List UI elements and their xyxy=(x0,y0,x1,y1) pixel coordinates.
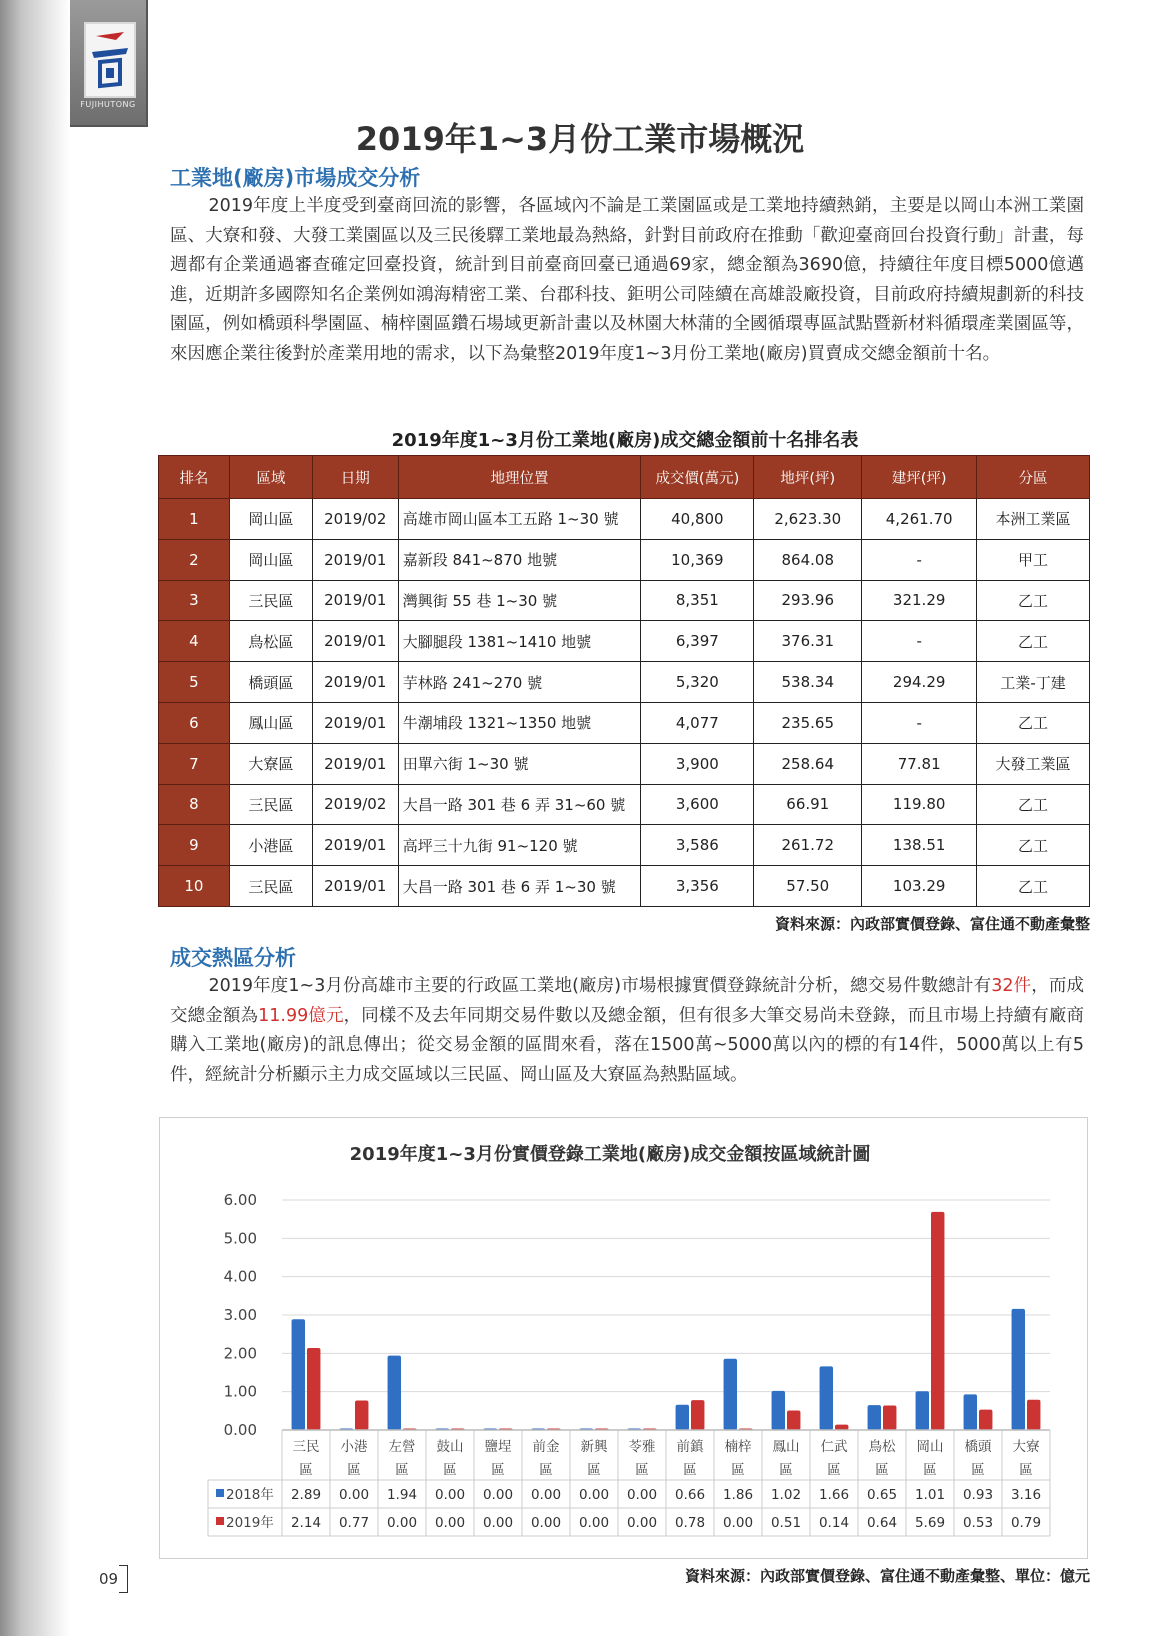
top-ten-ranking-table xyxy=(158,455,1090,907)
table-row xyxy=(159,866,1090,907)
x-tick-label-suffix: 區 xyxy=(395,1462,409,1478)
table-cell: 10,369 xyxy=(641,539,754,580)
table-cell: 40,800 xyxy=(641,499,754,540)
data-label: 1.01 xyxy=(914,1487,946,1503)
x-tick-label-suffix: 區 xyxy=(491,1462,505,1478)
table-cell: 田單六街 1~30 號 xyxy=(398,743,641,784)
section-paragraph-market-overview: 2019年度上半度受到臺商回流的影響，各區域內不論是工業園區或是工業地持續熱銷，主要是以岡山本洲工業園區、大寮和發、大發工業園區以及三民後驛工業地最為熱絡，針對目前政府在推動「歡迎臺商回台投資行動」計畫，每週都有企業通過審查確定回臺投資，統計到目前臺商回臺已通過69家，總金額為3690億，持續往年度目標5000億邁進，近期許多國際知名企業例如鴻海精密工業、台郡科技、鉅明公司陸續在高雄設廠投資，目前政府持續規劃新的科技園區，例如橋頭科學園區、楠梓園區鑽石場域更新計畫以及林園大林蒲的全國循環專區試點暨新材料循環產業園區等，來因應企業往後對於產業用地的需求，以下為彙整2019年度1~3月份工業地(廠房)買賣成交總金額前十名。 xyxy=(170,196,1084,364)
rank-cell: 8 xyxy=(159,784,230,825)
data-label: 0.00 xyxy=(434,1515,466,1531)
chart-source-note: 資料來源：內政部實價登錄、富住通不動產彙整、單位：億元 xyxy=(684,1567,1090,1585)
table-cell: - xyxy=(862,621,977,662)
data-label: 0.00 xyxy=(338,1487,370,1503)
x-tick-label: 大寮 xyxy=(1012,1439,1040,1455)
data-label: 0.00 xyxy=(482,1515,514,1531)
x-tick-label-suffix: 區 xyxy=(923,1462,937,1478)
table-cell: 6,397 xyxy=(641,621,754,662)
bar-2018年-鳥松區 xyxy=(868,1405,881,1430)
bar-2019年-橋頭區 xyxy=(979,1410,992,1430)
table-cell: 2019/01 xyxy=(312,662,398,703)
rank-cell: 6 xyxy=(159,702,230,743)
table-cell: 大發工業區 xyxy=(977,743,1090,784)
bar-2019年-三民區 xyxy=(307,1348,320,1430)
table-cell: 小港區 xyxy=(229,825,312,866)
data-label: 2.14 xyxy=(290,1515,322,1531)
table-cell: 864.08 xyxy=(754,539,862,580)
table-cell: 芋林路 241~270 號 xyxy=(398,662,641,703)
x-tick-label-suffix: 區 xyxy=(635,1462,649,1478)
bar-2019年-鳥松區 xyxy=(883,1405,896,1430)
chart-title: 2019年度1~3月份實價登錄工業地(廠房)成交金額按區域統計圖 xyxy=(349,1144,871,1165)
data-label: 0.14 xyxy=(818,1515,850,1531)
table-cell: 538.34 xyxy=(754,662,862,703)
table-cell: 灣興街 55 巷 1~30 號 xyxy=(398,580,641,621)
data-label: 1.66 xyxy=(818,1487,850,1503)
data-label: 1.94 xyxy=(386,1487,418,1503)
legend-swatch-2019年 xyxy=(216,1517,224,1525)
table-cell: 3,900 xyxy=(641,743,754,784)
bar-2019年-鳳山區 xyxy=(787,1410,800,1430)
page-number: 09 xyxy=(99,1570,119,1588)
bar-2018年-楠梓區 xyxy=(724,1359,737,1430)
table-cell: 3,586 xyxy=(641,825,754,866)
table-cell: 2019/02 xyxy=(312,784,398,825)
table-cell: 2019/01 xyxy=(312,580,398,621)
company-logo xyxy=(70,0,148,127)
data-label: 0.53 xyxy=(962,1515,994,1531)
table-cell: 三民區 xyxy=(229,580,312,621)
data-label: 0.51 xyxy=(770,1515,802,1531)
table-cell: 321.29 xyxy=(862,580,977,621)
x-tick-label-suffix: 區 xyxy=(347,1462,361,1478)
data-label: 0.00 xyxy=(626,1487,658,1503)
table-cell: 2019/01 xyxy=(312,743,398,784)
table-cell: 三民區 xyxy=(229,866,312,907)
table-cell: 乙工 xyxy=(977,866,1090,907)
y-tick-label: 1.00 xyxy=(223,1382,257,1401)
table-cell: 本洲工業區 xyxy=(977,499,1090,540)
x-tick-label: 鳳山 xyxy=(772,1439,800,1455)
data-label: 0.65 xyxy=(866,1487,898,1503)
table-cell: 66.91 xyxy=(754,784,862,825)
table-row xyxy=(159,580,1090,621)
table-cell: - xyxy=(862,702,977,743)
district-amount-chart xyxy=(159,1117,1088,1559)
column-header: 分區 xyxy=(977,456,1090,499)
bar-2018年-岡山區 xyxy=(916,1391,929,1430)
table-cell: 3,600 xyxy=(641,784,754,825)
data-label: 0.00 xyxy=(434,1487,466,1503)
bar-2018年-大寮區 xyxy=(1012,1309,1025,1430)
table-cell: - xyxy=(862,539,977,580)
x-tick-label-suffix: 區 xyxy=(539,1462,553,1478)
table-row xyxy=(159,621,1090,662)
data-label: 1.86 xyxy=(722,1487,754,1503)
table-cell: 3,356 xyxy=(641,866,754,907)
page-number-bracket xyxy=(119,1565,128,1593)
data-label: 0.79 xyxy=(1010,1515,1042,1531)
x-tick-label-suffix: 區 xyxy=(299,1462,313,1478)
table-cell: 大寮區 xyxy=(229,743,312,784)
bar-2019年-小港區 xyxy=(355,1400,368,1430)
bar-2018年-三民區 xyxy=(292,1319,305,1430)
column-header: 排名 xyxy=(159,456,230,499)
table-cell: 大腳腿段 1381~1410 地號 xyxy=(398,621,641,662)
bar-2018年-前鎮區 xyxy=(676,1405,689,1430)
table-cell: 258.64 xyxy=(754,743,862,784)
data-label: 0.00 xyxy=(482,1487,514,1503)
table-cell: 138.51 xyxy=(862,825,977,866)
table-cell: 77.81 xyxy=(862,743,977,784)
table-cell: 牛潮埔段 1321~1350 地號 xyxy=(398,702,641,743)
table-cell: 293.96 xyxy=(754,580,862,621)
section-heading-hot-zone-analysis: 成交熱區分析 xyxy=(170,946,296,970)
table-cell: 8,351 xyxy=(641,580,754,621)
y-tick-label: 5.00 xyxy=(223,1229,257,1248)
x-tick-label: 前鎮 xyxy=(676,1439,704,1455)
table-cell: 2019/01 xyxy=(312,621,398,662)
x-tick-label: 鹽埕 xyxy=(484,1439,512,1455)
rank-cell: 3 xyxy=(159,580,230,621)
table-cell: 235.65 xyxy=(754,702,862,743)
y-tick-label: 3.00 xyxy=(223,1306,257,1324)
paragraph-text: ，而成交總金額為 xyxy=(170,976,1085,1026)
x-tick-label-suffix: 區 xyxy=(731,1462,745,1478)
table-cell: 工業-丁建 xyxy=(977,662,1090,703)
y-tick-label: 0.00 xyxy=(223,1421,257,1439)
column-header: 成交價(萬元) xyxy=(641,456,754,499)
table-cell: 乙工 xyxy=(977,825,1090,866)
table-cell: 261.72 xyxy=(754,825,862,866)
table-cell: 119.80 xyxy=(862,784,977,825)
table-cell: 103.29 xyxy=(862,866,977,907)
table-cell: 三民區 xyxy=(229,784,312,825)
transaction-count-highlight: 32件 xyxy=(991,976,1032,996)
y-tick-label: 6.00 xyxy=(223,1191,257,1209)
data-label: 0.77 xyxy=(338,1515,370,1531)
data-label: 3.16 xyxy=(1010,1487,1042,1503)
table-title: 2019年度1~3月份工業地(廠房)成交總金額前十名排名表 xyxy=(391,430,859,451)
section-heading-transaction-analysis: 工業地(廠房)市場成交分析 xyxy=(170,166,421,190)
data-label: 0.00 xyxy=(722,1515,754,1531)
data-label: 0.00 xyxy=(578,1487,610,1503)
table-cell: 高坪三十九街 91~120 號 xyxy=(398,825,641,866)
x-tick-label: 前金 xyxy=(532,1439,560,1455)
table-cell: 橋頭區 xyxy=(229,662,312,703)
legend-swatch-2018年 xyxy=(216,1489,224,1497)
table-cell: 岡山區 xyxy=(229,539,312,580)
table-row xyxy=(159,539,1090,580)
logo-mark-icon xyxy=(86,24,134,96)
x-tick-label: 鼓山 xyxy=(436,1439,464,1455)
x-tick-label: 鳥松 xyxy=(868,1439,896,1455)
column-header: 地坪(坪) xyxy=(754,456,862,499)
column-header: 區域 xyxy=(229,456,312,499)
table-cell: 嘉新段 841~870 地號 xyxy=(398,539,641,580)
bar-2019年-大寮區 xyxy=(1027,1400,1040,1430)
table-cell: 大昌一路 301 巷 6 弄 1~30 號 xyxy=(398,866,641,907)
y-tick-label: 4.00 xyxy=(223,1267,257,1286)
x-tick-label-suffix: 區 xyxy=(875,1462,889,1478)
rank-cell: 4 xyxy=(159,621,230,662)
page-title: 2019年1~3月份工業市場概況 xyxy=(355,120,805,158)
table-cell: 2019/02 xyxy=(312,499,398,540)
table-cell: 乙工 xyxy=(977,580,1090,621)
chart-canvas xyxy=(160,1118,1087,1558)
x-tick-label-suffix: 區 xyxy=(443,1462,457,1478)
table-cell: 大昌一路 301 巷 6 弄 31~60 號 xyxy=(398,784,641,825)
table-cell: 乙工 xyxy=(977,702,1090,743)
x-tick-label: 小港 xyxy=(340,1439,368,1455)
table-cell: 乙工 xyxy=(977,784,1090,825)
x-tick-label-suffix: 區 xyxy=(587,1462,601,1478)
table-cell: 2019/01 xyxy=(312,866,398,907)
paragraph-text: 2019年度1~3月份高雄市主要的行政區工業地(廠房)市場根據實價登錄統計分析，總交易件數總計有 xyxy=(208,976,992,996)
table-header-row xyxy=(159,456,1090,499)
table-source-note: 資料來源：內政部實價登錄、富住通不動產彙整 xyxy=(774,915,1090,933)
data-label: 5.69 xyxy=(914,1515,946,1531)
bar-2018年-鳳山區 xyxy=(772,1391,785,1430)
table-cell: 甲工 xyxy=(977,539,1090,580)
x-tick-label-suffix: 區 xyxy=(1019,1462,1033,1478)
rank-cell: 2 xyxy=(159,539,230,580)
table-cell: 294.29 xyxy=(862,662,977,703)
table-row xyxy=(159,743,1090,784)
table-cell: 4,077 xyxy=(641,702,754,743)
data-label: 0.00 xyxy=(530,1487,562,1503)
x-tick-label-suffix: 區 xyxy=(683,1462,697,1478)
table-cell: 鳥松區 xyxy=(229,621,312,662)
legend-label: 2018年 xyxy=(226,1487,274,1503)
table-row xyxy=(159,499,1090,540)
data-label: 0.66 xyxy=(674,1487,706,1503)
table-cell: 岡山區 xyxy=(229,499,312,540)
table-cell: 高雄市岡山區本工五路 1~30 號 xyxy=(398,499,641,540)
x-tick-label-suffix: 區 xyxy=(971,1462,985,1478)
x-tick-label: 左營 xyxy=(388,1439,416,1455)
page-edge-shading xyxy=(0,0,70,1636)
table-cell: 2,623.30 xyxy=(754,499,862,540)
bar-2019年-岡山區 xyxy=(931,1212,944,1430)
rank-cell: 9 xyxy=(159,825,230,866)
table-row xyxy=(159,662,1090,703)
rank-cell: 10 xyxy=(159,866,230,907)
rank-cell: 7 xyxy=(159,743,230,784)
data-label: 0.00 xyxy=(386,1515,418,1531)
data-label: 0.00 xyxy=(530,1515,562,1531)
table-cell: 乙工 xyxy=(977,621,1090,662)
table-cell: 376.31 xyxy=(754,621,862,662)
data-label: 0.64 xyxy=(866,1515,898,1531)
table-cell: 2019/01 xyxy=(312,702,398,743)
table-cell: 57.50 xyxy=(754,866,862,907)
table-cell: 4,261.70 xyxy=(862,499,977,540)
data-label: 0.00 xyxy=(578,1515,610,1531)
y-tick-label: 2.00 xyxy=(223,1344,257,1363)
x-tick-label: 苓雅 xyxy=(628,1439,656,1455)
table-cell: 2019/01 xyxy=(312,539,398,580)
x-tick-label-suffix: 區 xyxy=(779,1462,793,1478)
column-header: 建坪(坪) xyxy=(862,456,977,499)
column-header: 日期 xyxy=(312,456,398,499)
bar-2019年-仁武區 xyxy=(835,1425,848,1430)
table-cell: 鳳山區 xyxy=(229,702,312,743)
x-tick-label: 楠梓 xyxy=(724,1439,752,1455)
data-label: 0.00 xyxy=(626,1515,658,1531)
x-tick-label: 仁武 xyxy=(820,1439,848,1455)
total-amount-highlight: 11.99億元 xyxy=(258,1005,344,1026)
bar-2018年-仁武區 xyxy=(820,1366,833,1430)
x-tick-label: 橋頭 xyxy=(964,1439,992,1455)
logo-text: FUJIHUTONG xyxy=(80,100,136,109)
section-paragraph-hot-zone xyxy=(170,972,1084,1090)
table-cell: 2019/01 xyxy=(312,825,398,866)
data-label: 2.89 xyxy=(290,1487,322,1503)
data-label: 1.02 xyxy=(770,1487,802,1503)
column-header: 地理位置 xyxy=(398,456,641,499)
x-tick-label: 岡山 xyxy=(916,1439,944,1455)
logo-emblem xyxy=(84,22,136,98)
table-row xyxy=(159,784,1090,825)
paragraph-text: ，同樣不及去年同期交易件數以及總金額，但有很多大筆交易尚未登錄，而且市場上持續有廠商購入工業地(廠房)的訊息傳出；從交易金額的區間來看，落在1500萬~5000萬以內的標的有14件，5000萬以上有5件，經統計分析顯示主力成交區域以三民區、岡山區及大寮區為熱點區域。 xyxy=(170,1005,1085,1085)
bar-2019年-前鎮區 xyxy=(691,1400,704,1430)
rank-cell: 5 xyxy=(159,662,230,703)
table-cell: 5,320 xyxy=(641,662,754,703)
table-row xyxy=(159,702,1090,743)
data-label: 0.93 xyxy=(962,1487,994,1503)
x-tick-label: 三民 xyxy=(292,1439,320,1455)
x-tick-label-suffix: 區 xyxy=(827,1462,841,1478)
legend-label: 2019年 xyxy=(226,1515,274,1531)
x-tick-label: 新興 xyxy=(580,1439,608,1455)
table-row xyxy=(159,825,1090,866)
bar-2018年-左營區 xyxy=(388,1356,401,1430)
rank-cell: 1 xyxy=(159,499,230,540)
data-label: 0.78 xyxy=(674,1515,706,1531)
bar-2018年-橋頭區 xyxy=(964,1394,977,1430)
